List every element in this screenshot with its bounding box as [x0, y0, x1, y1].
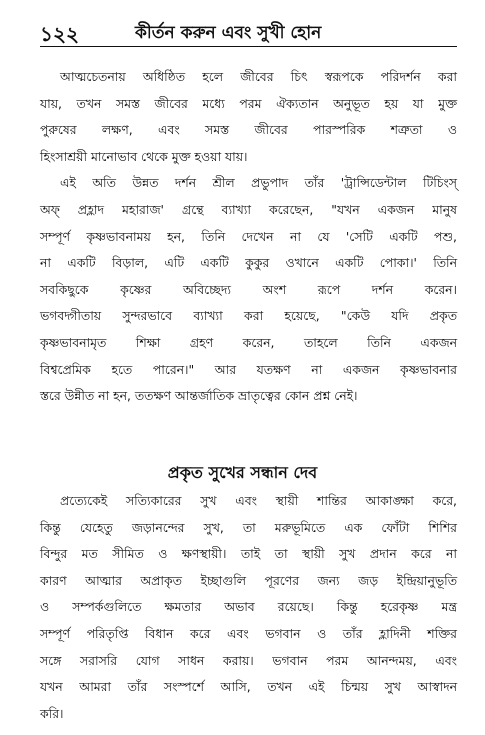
text-line: স্তরে উন্নীত না হন, ততক্ষণ আন্তর্জাতিক ভ্রাতৃত্বের কোন প্রশ্ন নেই। — [40, 388, 358, 404]
text-line: না একটি বিড়াল, এটি একটি কুকুর ওখানে একটি পোকা।' তিনি — [40, 255, 457, 271]
text-line: ও সম্পর্কগুলিতে ক্ষমতার অভাব রয়েছে। কিন্তু হরেকৃষ্ণ মন্ত্র — [40, 599, 457, 615]
text-line: কিন্তু যেহেতু জড়ানন্দের সুখ, তা মরুভূমিতে এক ফোঁটা শিশির — [40, 519, 457, 535]
text-line: হিংসাশ্রয়ী মানোভাব থেকে মুক্ত হওয়া যায়। — [40, 148, 248, 164]
header-rule — [40, 46, 457, 47]
text-line: পুরুষের লক্ষণ, এবং সমস্ত জীবের পারস্পরিক শত্রুতা ও — [40, 122, 457, 138]
section-heading: প্রকৃত সুখের সন্ধান দেব — [167, 463, 318, 482]
text-line: আত্মচেতনায় অধিষ্ঠিত হলে জীবের চিৎ স্বরূপকে পরিদর্শন করা — [60, 69, 457, 84]
page-header — [40, 0, 457, 46]
paragraph-2 — [40, 170, 457, 409]
text-line: কারণ আত্মার অপ্রাকৃত ইচ্ছাগুলি পূরণের জন্য জড় ইন্দ্রিয়ানুভূতি — [40, 572, 457, 588]
text-line: যখন আমরা তাঁর সংস্পর্শে আসি, তখন এই চিন্ময় সুখ আস্বাদন — [40, 679, 457, 695]
text-line: ভগবদ্গীতায় সুন্দরভাবে ব্যাখ্যা করা হয়েছে, "কেউ যদি প্রকৃত — [40, 308, 457, 324]
text-line: কৃষ্ণভাবনামৃত শিক্ষা গ্রহণ করেন, তাহলে তিনি একজন — [40, 334, 457, 350]
paragraph-1 — [40, 64, 457, 170]
text-line: অফ্ প্রহ্লাদ মহারাজ' গ্রন্থে ব্যাখ্যা করেছেন, "যখন একজন মানুষ — [40, 201, 457, 217]
running-title: কীর্তন করুন এবং সুখী হোন — [135, 23, 322, 43]
text-line: সম্পূর্ণ পরিতৃপ্তি বিধান করে এবং ভগবান ও তাঁর হ্লাদিনী শক্তির — [40, 625, 457, 641]
text-line: বিশ্বপ্রেমিক হতে পারেন।" আর যতক্ষণ না একজন কৃষ্ণভাবনার — [40, 361, 457, 377]
body-text-top — [40, 64, 457, 410]
text-line: বিন্দুর মত সীমিত ও ক্ষণস্থায়ী। তাই তা স্থায়ী সুখ প্রদান করে না — [40, 546, 457, 562]
paragraph-3 — [40, 488, 457, 727]
text-line: সঙ্গে সরাসরি যোগ সাধন করায়। ভগবান পরম আনন্দময়, এবং — [40, 652, 457, 668]
text-line: করি। — [40, 705, 64, 721]
text-line: সম্পূর্ণ কৃষ্ণভাবনাময় হন, তিনি দেখেন না যে 'সেটি একটি পশু, — [40, 228, 457, 244]
text-line: সবকিছুকে কৃষ্ণের অবিচ্ছেদ্য অংশ রূপে দর্শন করেন। — [40, 281, 457, 297]
text-line: যায়, তখন সমস্ত জীবের মধ্যে পরম ঐক্যতান অনুভূত হয় যা মুক্ত — [40, 95, 457, 111]
text-line: এই অতি উন্নত দর্শন শ্রীল প্রভুপাদ তাঁর 'ট্রান্সিডেন্টাল টিচিংস্ — [60, 175, 457, 191]
page-number: ১২২ — [40, 22, 79, 46]
body-text-bottom — [40, 488, 457, 727]
text-line: প্রত্যেকেই সত্যিকারের সুখ এবং স্থায়ী শান্তির আকাঙ্ক্ষা করে, — [60, 493, 457, 508]
